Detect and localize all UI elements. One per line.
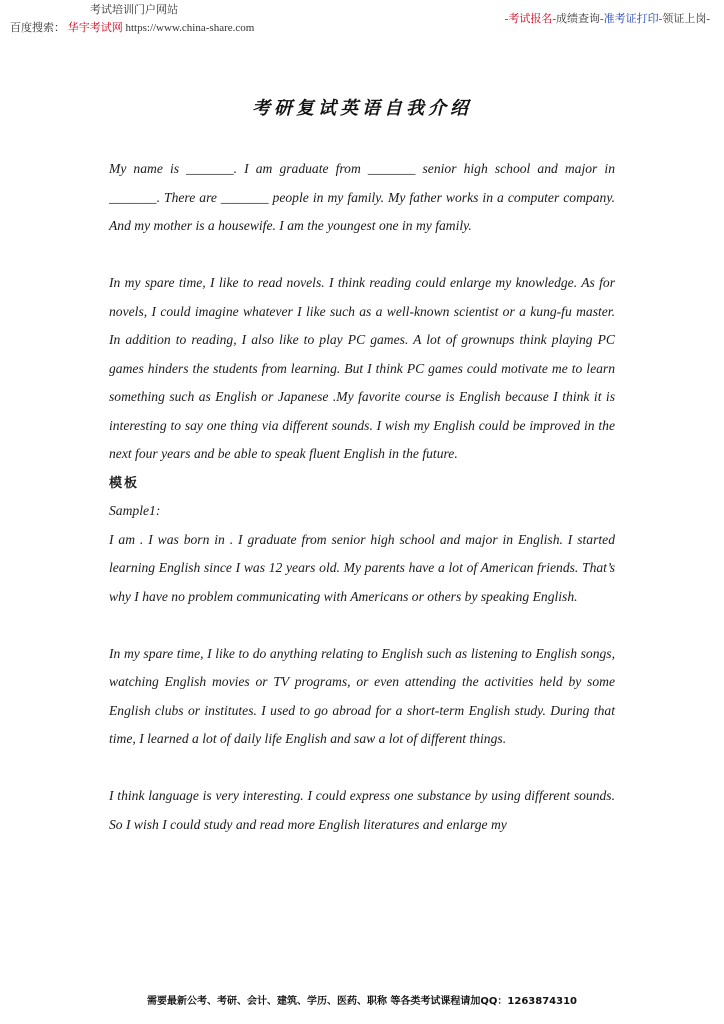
link-exam-registration[interactable]: -考试报名- <box>504 13 556 25</box>
document-body <box>109 155 615 839</box>
search-line <box>10 19 254 37</box>
brand-link[interactable]: 华宇考试网 <box>67 22 123 34</box>
link-certificate[interactable]: 领证上岗- <box>662 13 710 25</box>
sample-heading: Sample1: <box>109 503 161 518</box>
paragraph: My name is _______. I am graduate from _______ senior high school and major in _______. There are _______ people in my family. My father works in a computer company. And my mother is a housewife. I am the youngest one in my family. <box>109 161 615 233</box>
search-label: 百度搜索： <box>10 22 65 34</box>
page-header-left <box>10 1 254 37</box>
site-url[interactable]: https://www.china-share.com <box>125 22 255 34</box>
paragraph: In my spare time, I like to do anything relating to English such as listening to English songs, watching English movies or TV programs, or even attending the activities held by some English clubs or institutes. I used to go abroad for a short-term English study. During that time, I learned a lot of daily life English and saw a lot of different things. <box>109 645 615 746</box>
page-footer: 需要最新公考、考研、会计、建筑、学历、医药、职称 等各类考试课程请加QQ：1263874310 <box>146 996 578 1007</box>
section-label: 模板 <box>109 474 140 490</box>
paragraph: I think language is very interesting. I could express one substance by using different sounds. So I wish I could study and read more English literatures and enlarge my <box>109 788 615 832</box>
site-name: 考试培训门户网站 <box>90 4 178 16</box>
paragraph: In my spare time, I like to read novels. I think reading could enlarge my knowledge. As for novels, I could imagine whatever I like such as a well-known scientist or a kung-fu master. In addition to reading, I also like to play PC games. A lot of grownups think playing PC games hinders the students from learning. But I think PC games could motivate me to learn something such as English or Japanese .My favorite course is English because I think it is interesting to say one thing via different sounds. I wish my English could be improved in the next four years and be able to speak fluent English in the future. <box>109 275 615 461</box>
paragraph: I am . I was born in . I graduate from senior high school and major in English. I started learning English since I was 12 years old. My parents have a lot of American friends. That’s why I have no problem communicating with Americans or others by speaking English. <box>109 531 615 604</box>
page-header-links <box>505 10 710 26</box>
page-title: 考研复试英语自我介绍 <box>252 98 472 118</box>
link-admission-ticket[interactable]: -准考证打印- <box>600 13 663 25</box>
link-score-query[interactable]: 成绩查询 <box>556 13 600 25</box>
